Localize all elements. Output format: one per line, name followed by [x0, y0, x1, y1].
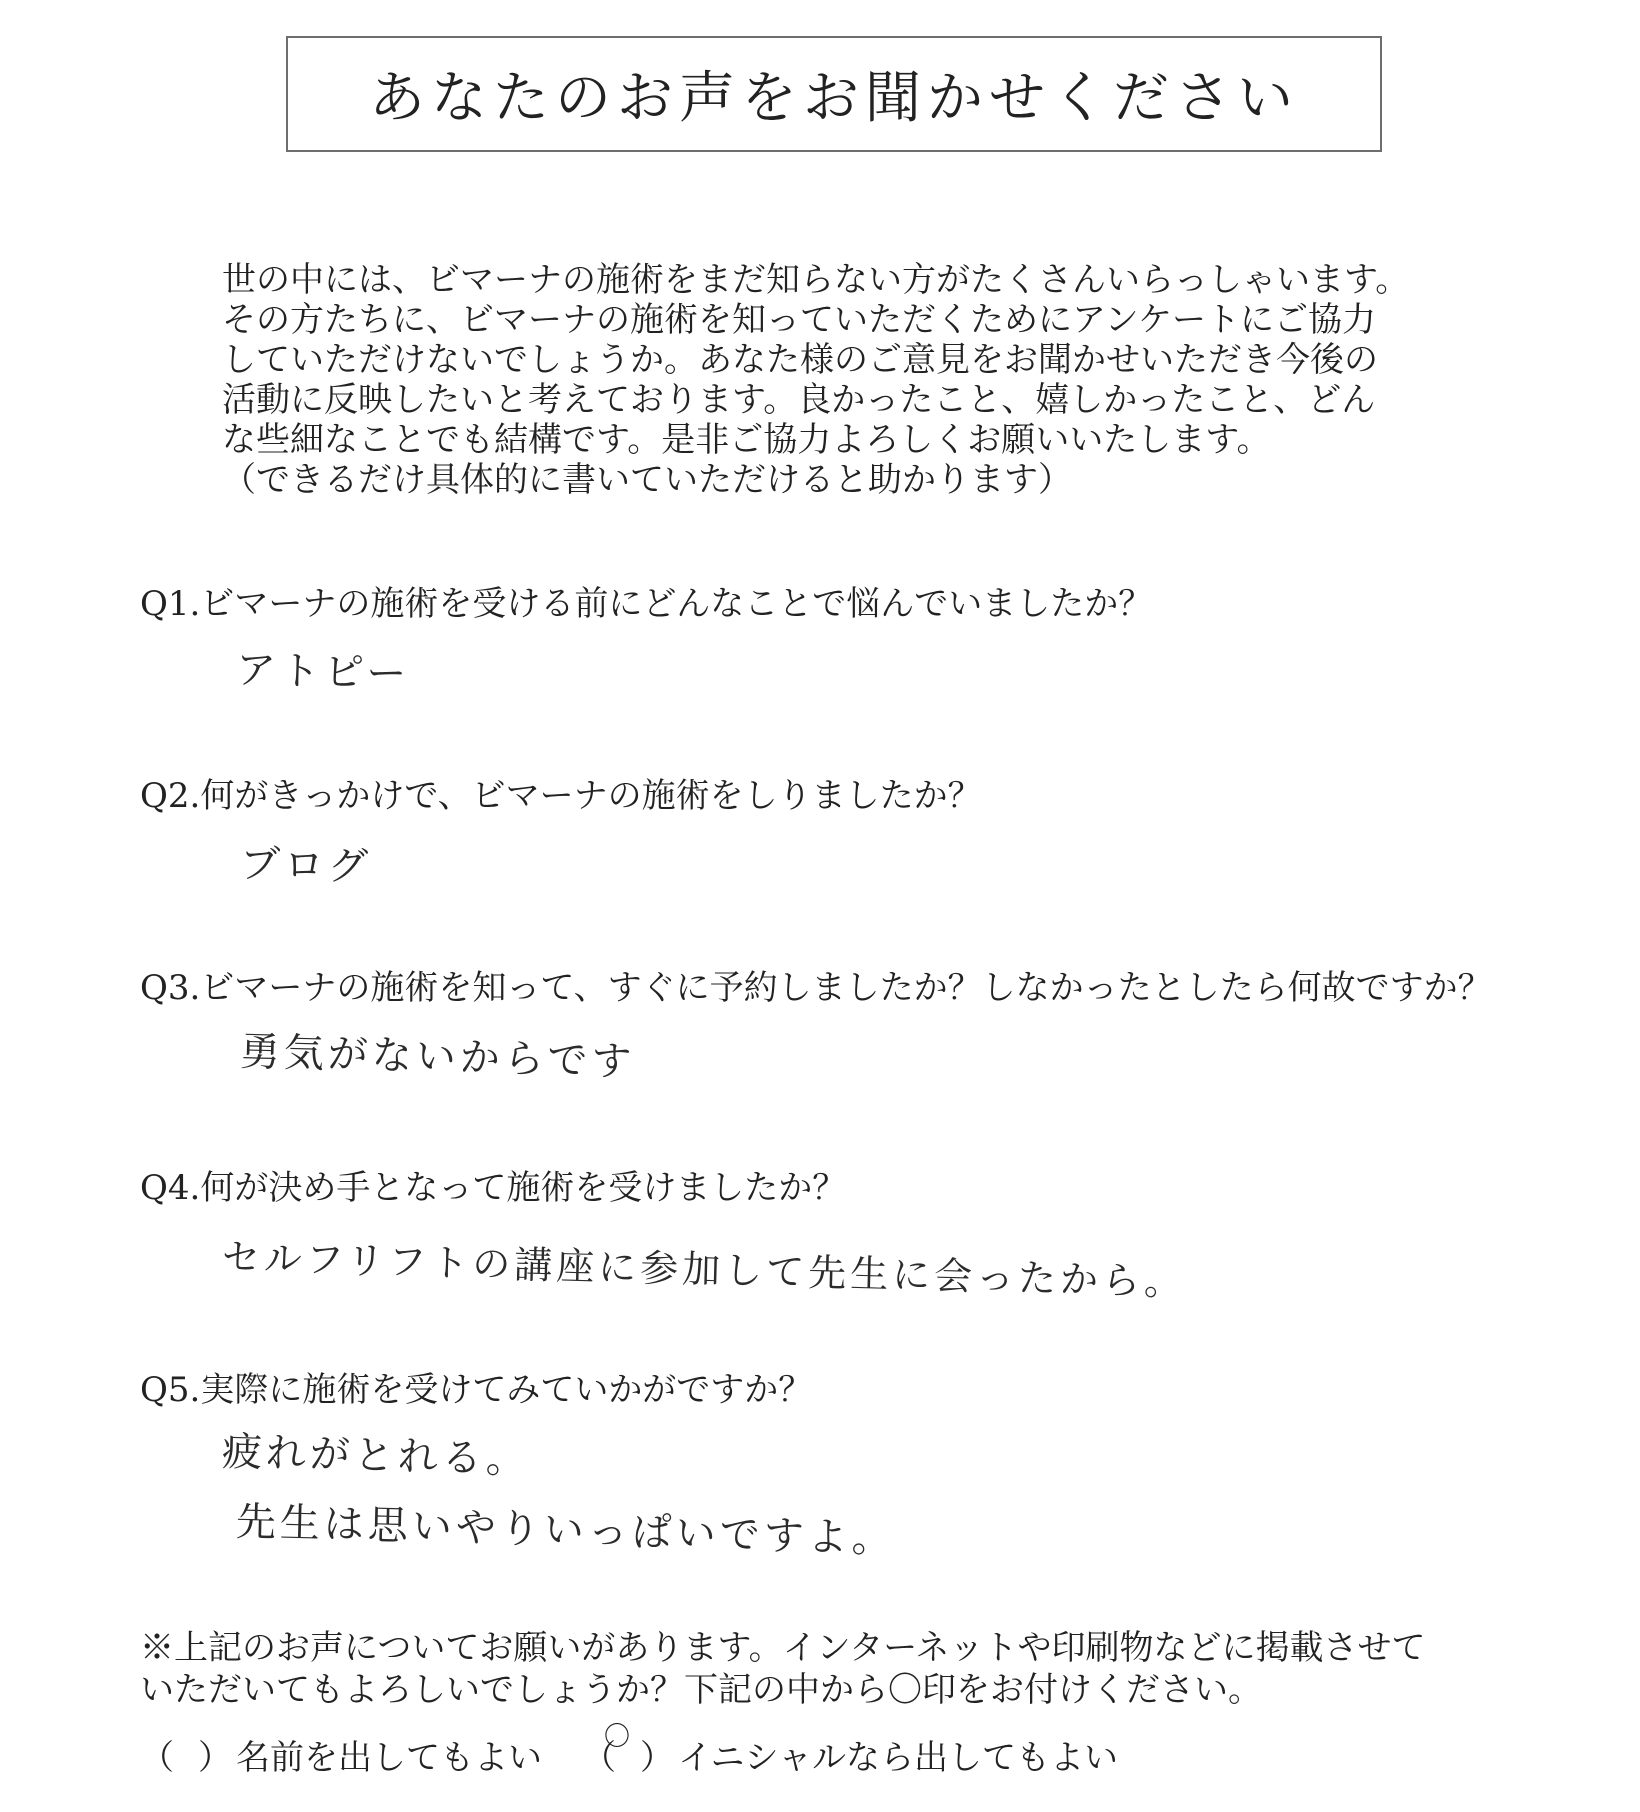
- page-title: あなたのお声をお聞かせください: [369, 66, 1299, 131]
- open-paren: （: [140, 1738, 174, 1778]
- close-paren: ）: [640, 1738, 674, 1778]
- consent-option-1-paren[interactable]: [140, 1730, 232, 1779]
- intro-line: その方たちに、ビマーナの施術を知っていただくためにアンケートにご協力: [222, 300, 1376, 340]
- intro-paragraph: [222, 260, 1442, 500]
- question-2: Q2.何がきっかけで、ビマーナの施術をしりましたか？: [140, 776, 982, 816]
- answer-5-line-2: 先生は思いやりいっぱいですよ。: [235, 1499, 897, 1563]
- close-paren: ）: [198, 1738, 232, 1778]
- consent-option-2-label: イニシャルなら出してもよい: [678, 1738, 1118, 1778]
- intro-line: （できるだけ具体的に書いていただけると助かります）: [222, 460, 1072, 500]
- question-3: Q3.ビマーナの施術を知って、すぐに予約しましたか？しなかったとしたら何故ですか？: [140, 968, 1492, 1008]
- question-1: Q1.ビマーナの施術を受ける前にどんなことで悩んでいましたか？: [140, 584, 1153, 624]
- intro-line: していただけないでしょうか。あなた様のご意見をお聞かせいただき今後の: [222, 340, 1378, 380]
- answer-5-line-1: 疲れがとれる。: [221, 1429, 531, 1484]
- title-box: [286, 36, 1382, 152]
- option-2-mark: 〇: [604, 1722, 631, 1752]
- question-4: Q4.何が決め手となって施術を受けましたか？: [140, 1168, 847, 1208]
- consent-options: [140, 1722, 1118, 1779]
- note-line: ※上記のお声についてお願いがあります。インターネットや印刷物などに掲載させて: [140, 1628, 1426, 1668]
- consent-option-1-label: 名前を出してもよい: [236, 1738, 542, 1778]
- answer-3: 勇気がないからです: [239, 1029, 636, 1086]
- answer-4: セルフリフトの講座に参加して先生に会ったから。: [221, 1235, 1187, 1305]
- consent-option-2-paren[interactable]: [582, 1722, 674, 1779]
- intro-line: な些細なことでも結構です。是非ご協力よろしくお願いいたします。: [222, 420, 1271, 460]
- note-line: いただいてもよろしいでしょうか？下記の中から〇印をお付けください。: [140, 1670, 1262, 1710]
- intro-line: 活動に反映したいと考えております。良かったこと、嬉しかったこと、どん: [222, 380, 1376, 420]
- answer-1: アトピー: [235, 647, 411, 698]
- answer-2: ブログ: [239, 841, 373, 891]
- open-paren: （: [582, 1738, 616, 1778]
- intro-line: 世の中には、ビマーナの施術をまだ知らない方がたくさんいらっしゃいます。: [222, 260, 1410, 300]
- question-5: Q5.実際に施術を受けてみていかがですか？: [140, 1370, 813, 1410]
